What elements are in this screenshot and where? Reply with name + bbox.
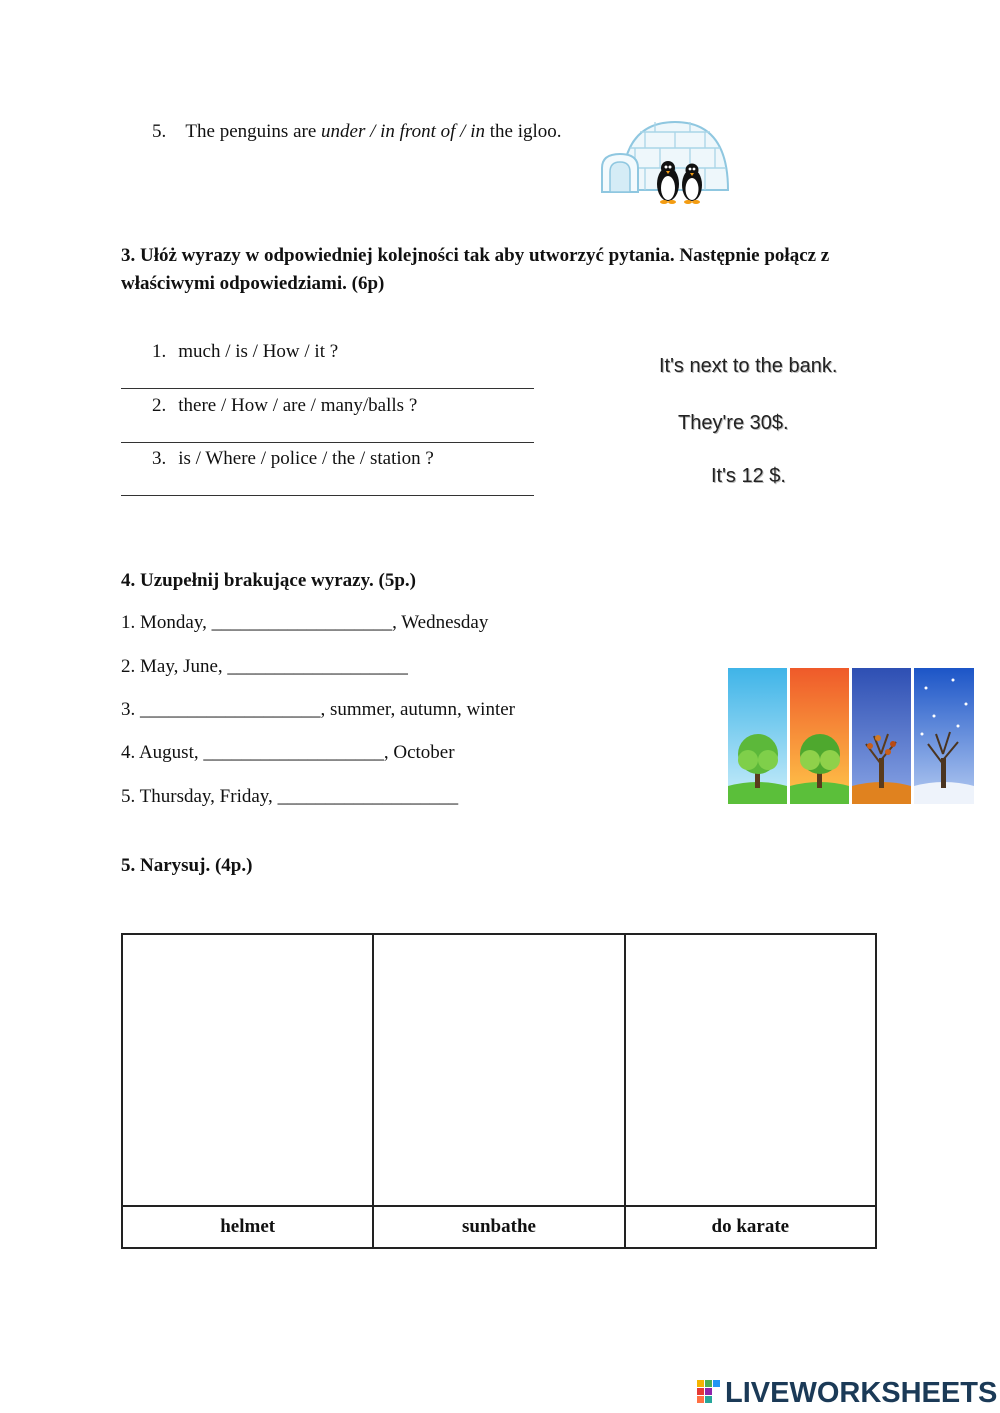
section3-heading-line1: 3. Ułóż wyrazy w odpowiedniej kolejności tak aby utworzyć pytania. Następnie połącz z [121, 245, 830, 266]
fill-item-1 [121, 612, 488, 634]
answer-option-1[interactable]: It's next to the bank. [659, 355, 838, 377]
question-item-2 [152, 395, 417, 417]
section3-heading [121, 242, 829, 298]
fill-text-before: 5. Thursday, Friday, [121, 786, 278, 807]
item-number: 1. [152, 341, 167, 362]
fill-blank[interactable]: ___________________ [277, 786, 459, 807]
section3-heading-line2: właściwymi odpowiedziami. (6p) [121, 273, 385, 294]
fill-item-5 [121, 786, 458, 808]
scrambled-words: is / Where / police / the / station ? [178, 448, 434, 469]
fill-text-before: 2. May, June, [121, 656, 228, 677]
item-number: 5. [152, 121, 167, 142]
question-item-1 [152, 341, 338, 363]
scrambled-words: much / is / How / it ? [178, 341, 339, 362]
answer-option-2[interactable]: They're 30$. [678, 412, 789, 434]
answer-line-1[interactable] [121, 388, 534, 389]
question-item-3 [152, 448, 434, 470]
four-seasons-image [728, 668, 974, 804]
fill-item-4 [121, 742, 455, 764]
winter-panel [914, 668, 974, 804]
drawing-label-1: helmet [122, 1206, 373, 1248]
fill-blank[interactable]: ___________________ [211, 612, 393, 633]
autumn-panel [852, 668, 911, 804]
answer-option-3[interactable]: It's 12 $. [711, 465, 786, 487]
item-number: 3. [152, 448, 167, 469]
sentence-options: under / in front of / in [321, 121, 485, 142]
fill-text-after: , summer, autumn, winter [320, 699, 515, 720]
drawing-box-2[interactable] [373, 934, 624, 1206]
scrambled-words: there / How / are / many/balls ? [178, 395, 418, 416]
drawing-box-3[interactable] [625, 934, 876, 1206]
drawing-box-1[interactable] [122, 934, 373, 1206]
fill-text-after: , October [383, 742, 455, 763]
fill-item-3 [121, 699, 515, 721]
section4-heading: 4. Uzupełnij brakujące wyrazy. (5p.) [121, 570, 417, 591]
liveworksheets-logo-icon [697, 1380, 721, 1404]
drawing-label-3: do karate [625, 1206, 876, 1248]
fill-item-2 [121, 656, 408, 678]
item-number: 2. [152, 395, 167, 416]
summer-panel [790, 668, 849, 804]
answer-line-3[interactable] [121, 495, 534, 496]
sentence-end: the igloo. [484, 121, 562, 142]
fill-text-before: 4. August, [121, 742, 204, 763]
drawing-label-2: sunbathe [373, 1206, 624, 1248]
section5-heading: 5. Narysuj. (4p.) [121, 855, 253, 876]
liveworksheets-logo[interactable]: LIVEWORKSHEETS [725, 1377, 998, 1409]
fill-blank[interactable]: ___________________ [227, 656, 408, 677]
fill-text-before: 3. [121, 699, 140, 720]
fill-text-before: 1. Monday, [121, 612, 212, 633]
igloo-penguins-image [600, 118, 730, 206]
fill-text-after: , Wednesday [392, 612, 489, 633]
drawing-table [121, 933, 877, 1249]
answer-line-2[interactable] [121, 442, 534, 443]
spring-panel [728, 668, 787, 804]
fill-blank[interactable]: ___________________ [203, 742, 384, 763]
fill-blank[interactable]: ___________________ [140, 699, 321, 720]
sentence-start: The penguins are [185, 121, 322, 142]
igloo-sentence [152, 121, 562, 143]
